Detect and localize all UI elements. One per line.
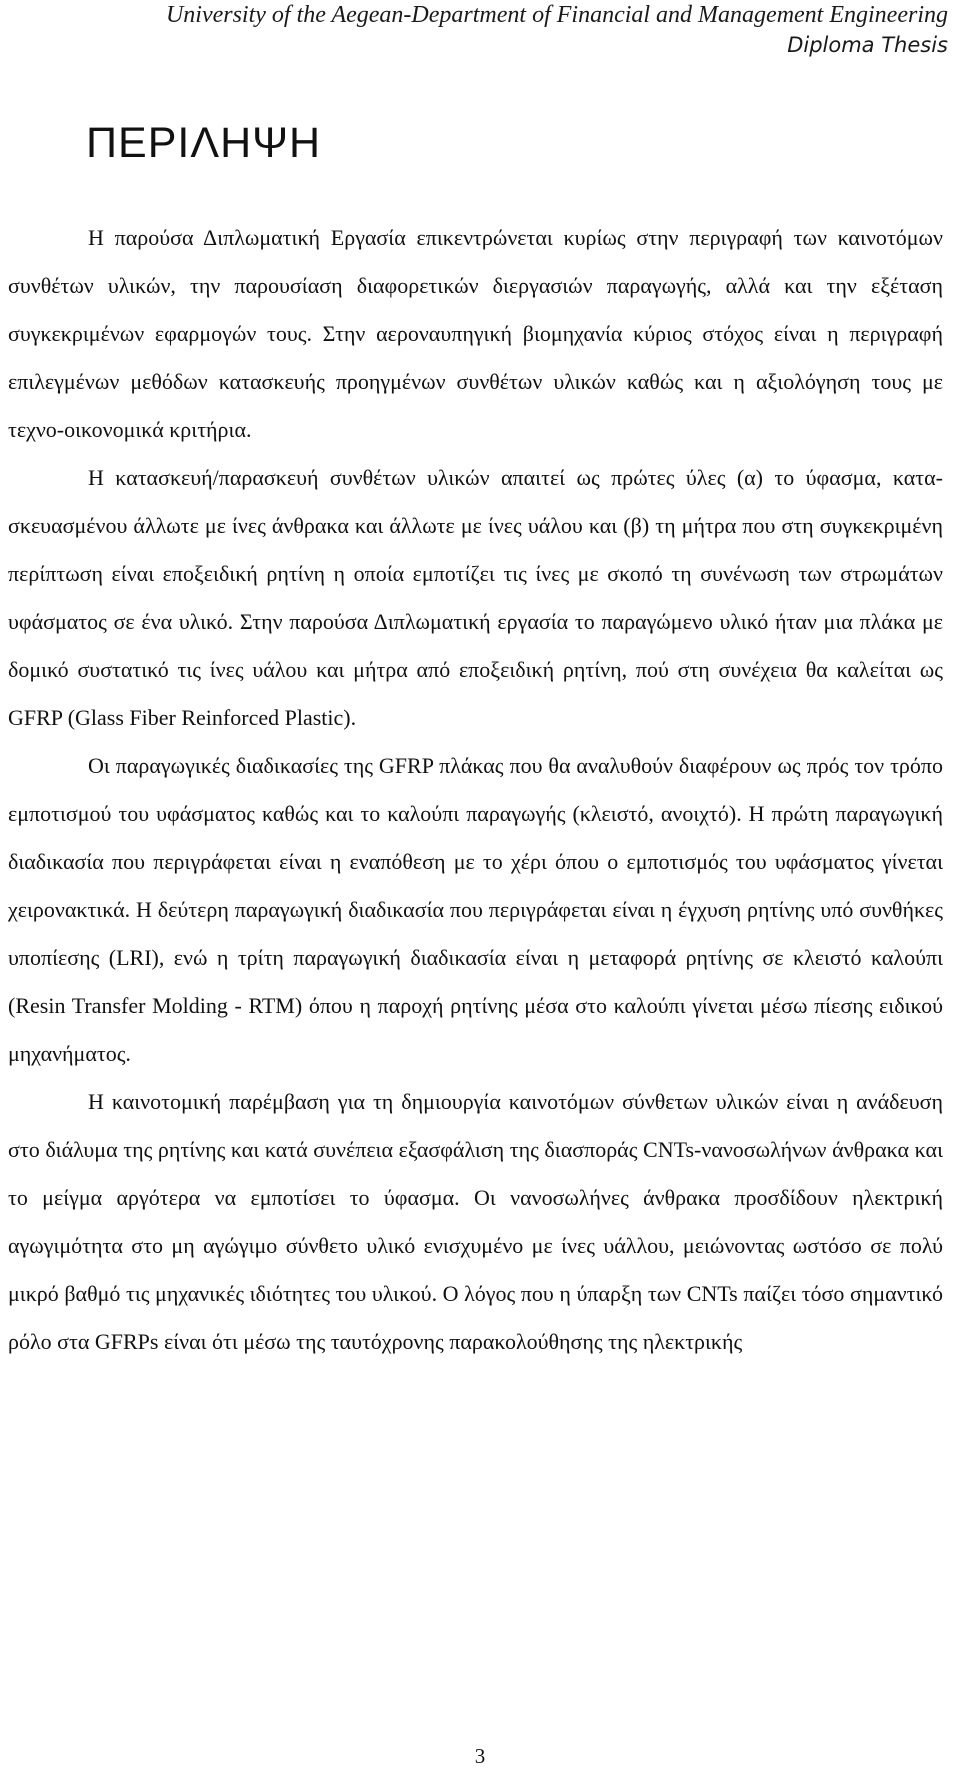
section-title: ΠΕΡΙΛΗΨΗ [86, 119, 322, 167]
running-header [166, 0, 948, 60]
header-doc-type: Diploma Thesis [787, 33, 948, 57]
abstract-paragraph-2: Η κατασκευή/παρασκευή συνθέτων υλικών απαιτεί ως πρώτες ύλες (α) το ύφασμα, κατα-σκευασμένου άλλωτε με ίνες άνθρακα και άλλωτε με ίνες υάλου και (β) τη μήτρα που στη συγκεκριμένη περίπτωση είναι εποξειδική ρητίνη η οποία εμποτίζει τις ίνες με σκοπό τη συνένωση των στρωμάτων υφάσματος σε ένα υλικό. Στην παρούσα Διπλωματική εργασία το παραγώμενο υλικό ήταν μια πλάκα με δομικό συστατικό τις ίνες υάλου και μήτρα από εποξειδική ρητίνη, πού στη συνέχεια θα καλείται ως GFRP (Glass Fiber Reinforced Plastic). [8, 465, 943, 730]
page-number: 3 [474, 1744, 486, 1768]
abstract-paragraph-3: Οι παραγωγικές διαδικασίες της GFRP πλάκας που θα αναλυθούν διαφέρουν ως πρός τον τρόπο εμποτισμού του υφάσματος καθώς και το καλούπι παραγωγής (κλειστό, ανοιχτό). Η πρώτη παραγωγική διαδικασία που περιγράφεται είναι η εναπόθεση με το χέρι όπου ο εμποτισμός του υφάσματος γίνεται χειρονακτικά. Η δεύτερη παραγωγική διαδικασία που περιγράφεται είναι η έγχυση ρητίνης υπό συνθήκες υποπίεσης (LRI), ενώ η τρίτη παραγωγική διαδικασία είναι η μεταφορά ρητίνης σε κλειστό καλούπι (Resin Transfer Molding - RTM) όπου η παροχή ρητίνης μέσα στο καλούπι γίνεται μέσω πίεσης ειδικού μηχανήματος. [8, 753, 943, 1066]
header-institution: University of the Aegean-Department of Financial and Management Engineering [165, 2, 948, 28]
abstract-paragraph-4: Η καινοτομική παρέμβαση για τη δημιουργία καινοτόμων σύνθετων υλικών είναι η ανάδευση στο διάλυμα της ρητίνης και κατά συνέπεια εξασφάλιση της διασποράς CNTs-νανοσωλήνων άνθρακα και το μείγμα αργότερα να εμποτίσει το ύφασμα. Οι νανοσωλήνες άνθρακα προσδίδουν ηλεκτρική αγωγιμότητα στο μη αγώγιμο σύνθετο υλικό ενισχυμένο με ίνες υάλλου, μειώνοντας ωστόσο σε πολύ μικρό βαθμό τις μηχανικές ιδιότητες του υλικού. Ο λόγος που η ύπαρξη των CNTs παίζει τόσο σημαντικό ρόλο στα GFRPs είναι ότι μέσω της ταυτόχρονης παρακολούθησης της ηλεκτρικής [8, 1089, 943, 1354]
abstract-paragraph-1: Η παρούσα Διπλωματική Εργασία επικεντρώνεται κυρίως στην περιγραφή των καινοτόμων συνθέτων υλικών, την παρουσίαση διαφορετικών διεργασιών παραγωγής, αλλά και την εξέταση συγκεκριμένων εφαρμογών τους. Στην αεροναυπηγική βιομηχανία κύριος στόχος είναι η περιγραφή επιλεγμένων μεθόδων κατασκευής προηγμένων συνθέτων υλικών καθώς και η αξιολόγηση τους με τεχνο-οικονομικά κριτήρια. [8, 225, 943, 442]
abstract-body [8, 214, 943, 1366]
